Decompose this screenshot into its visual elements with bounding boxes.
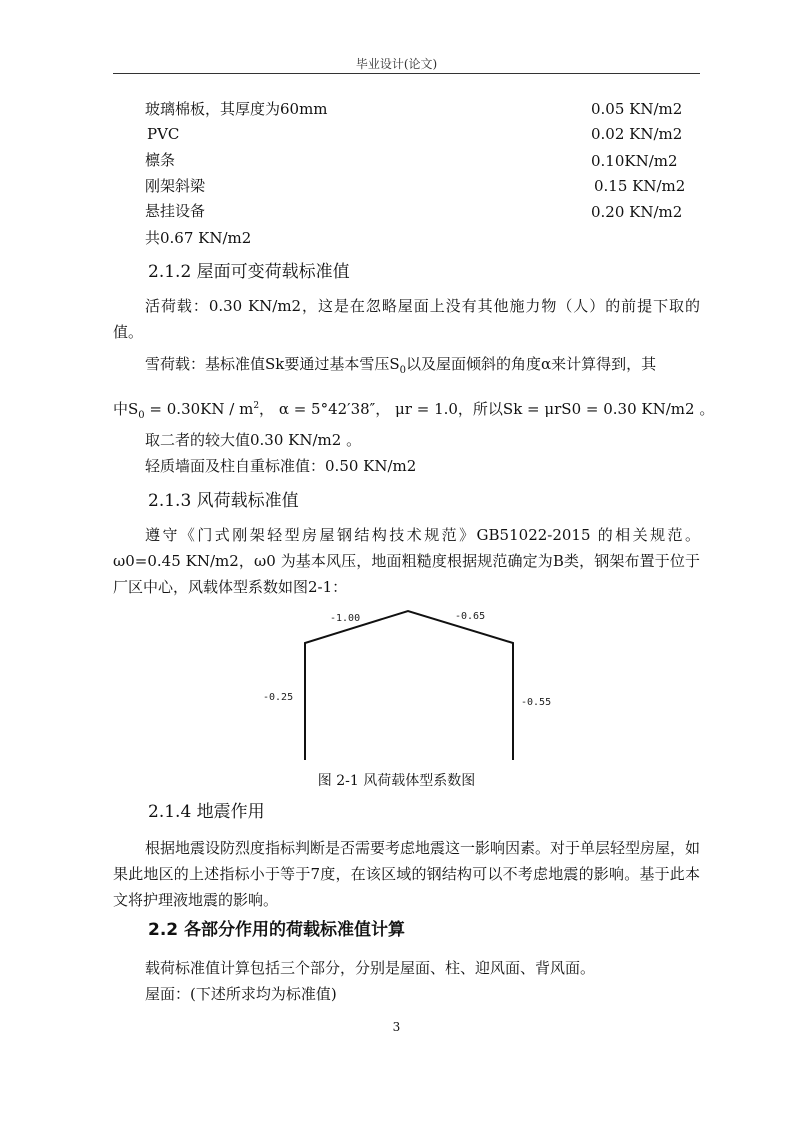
load-item-value: 0.05 KN/m2 (591, 100, 683, 118)
wind-load-paragraph: 遵守《门式刚架轻型房屋钢结构技术规范》GB51022-2015 的相关规范。ω0=0.45 KN/m2，ω0 为基本风压，地面粗糙度根据规范确定为B类，钢架布置于位于厂区中心，风载体型系数如图2-1： (113, 526, 700, 596)
label-wall-right: -0.55 (521, 697, 552, 708)
header-title: 毕业设计(论文) (355, 57, 438, 71)
load-item-value: 0.20 KN/m2 (591, 203, 683, 221)
section-heading-2-2: 2.2 各部分作用的荷载标准值计算 (148, 920, 406, 940)
formula-text-c: ， α = 5°42′38″， μr = 1.0，所以Sk = μrS0 = 0.30 KN/m2 。 (259, 400, 715, 418)
seismic-paragraph: 根据地震设防烈度指标判断是否需要考虑地震这一影响因素。对于单层轻型房屋，如果此地区的上述指标小于等于7度，在该区域的钢结构可以不考虑地震的影响。基于此本文将护理液地震的影响。 (113, 839, 701, 909)
formula-superscript: 2 (253, 401, 260, 411)
wind-coefficient-figure (255, 603, 555, 763)
label-roof-left: -1.00 (330, 613, 361, 624)
snow-load-line (145, 355, 656, 380)
formula-subscript: 0 (138, 410, 145, 421)
figure-caption: 图 2-1 风荷载体型系数图 (317, 773, 476, 789)
take-max-line: 取二者的较大值0.30 KN/m2 。 (145, 431, 362, 449)
snow-text-a: 雪荷载：基标准值Sk要通过基本雪压S (145, 355, 400, 373)
page-number: 3 (392, 1020, 401, 1034)
section-heading-2-1-4: 2.1.4 地震作用 (148, 802, 265, 822)
formula-text-b: = 0.30KN / m (144, 400, 254, 418)
label-wall-left: -0.25 (263, 692, 294, 703)
load-item-name: 玻璃棉板，其厚度为60mm (145, 100, 328, 118)
label-roof-right: -0.65 (455, 611, 486, 622)
load-item-value: 0.10KN/m2 (591, 152, 678, 170)
wall-load-line: 轻质墙面及柱自重标准值：0.50 KN/m2 (145, 457, 417, 475)
snow-formula-line (113, 397, 714, 425)
snow-subscript: 0 (399, 365, 407, 376)
roof-calc-line: 屋面：(下述所求均为标准值) (145, 985, 337, 1003)
load-item-name: 刚架斜梁 (145, 177, 206, 195)
section-heading-2-1-3: 2.1.3 风荷载标准值 (148, 491, 299, 511)
snow-text-b: 以及屋面倾斜的角度α来计算得到，其 (406, 355, 657, 373)
load-item-name: 檩条 (145, 151, 176, 169)
load-item-name: PVC (147, 125, 180, 143)
portal-frame-outline (305, 611, 513, 760)
section-heading-2-1-2: 2.1.2 屋面可变荷载标准值 (148, 262, 350, 282)
formula-text-a: 中S (113, 400, 139, 418)
calc-intro-line: 载荷标准值计算包括三个部分，分别是屋面、柱、迎风面、背风面。 (145, 959, 596, 977)
load-total: 共0.67 KN/m2 (145, 229, 252, 247)
header-rule (113, 73, 700, 74)
live-load-paragraph: 活荷载：0.30 KN/m2，这是在忽略屋面上没有其他施力物（人）的前提下取的值。 (113, 297, 700, 341)
load-item-value: 0.15 KN/m2 (594, 177, 686, 195)
load-item-name: 悬挂设备 (145, 202, 206, 220)
load-item-value: 0.02 KN/m2 (591, 125, 683, 143)
